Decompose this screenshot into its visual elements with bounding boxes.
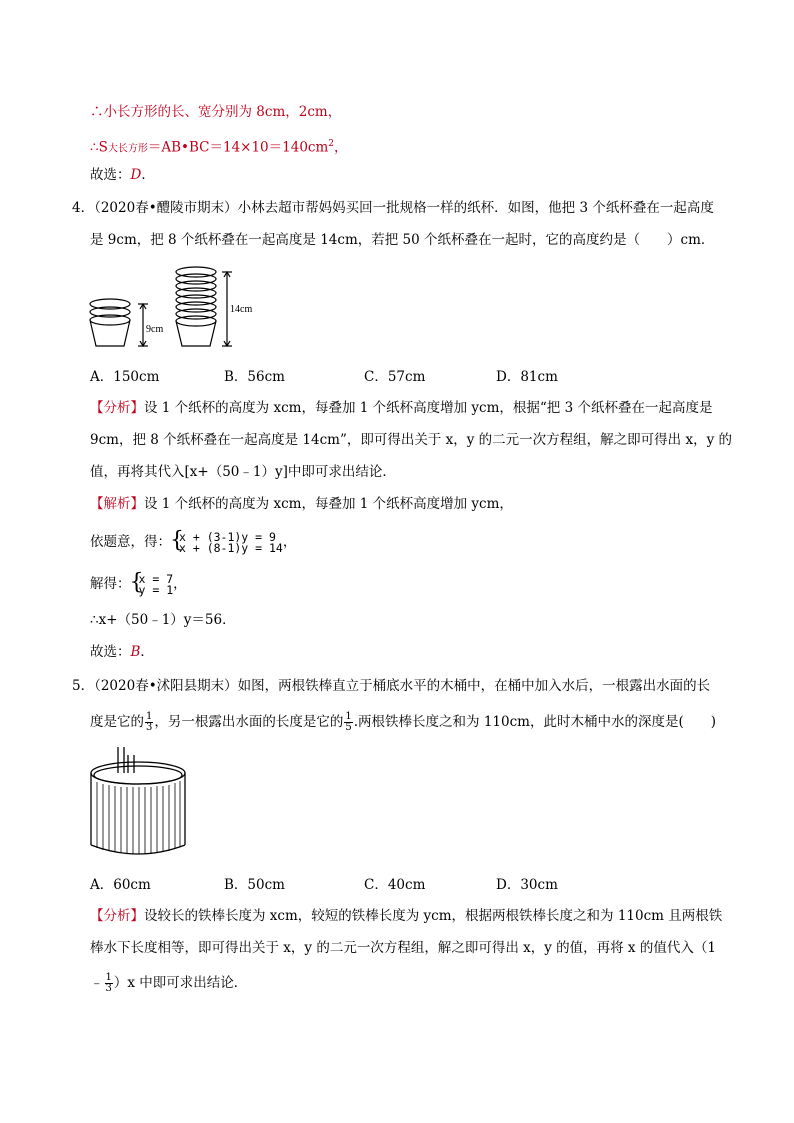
q5-stem-part-c: .两根铁棒长度之和为 110cm，此时木桶中水的深度是( ) xyxy=(353,714,716,730)
q5-stem-line1: 5．（2020春•沭阳县期末）如图，两根铁棒直立于桶底水平的木桶中，在桶中加入水后，一根露出水面的长 xyxy=(72,678,711,694)
q3-area-superscript: 2 xyxy=(328,139,335,149)
q5-choice-a: A．60cm xyxy=(90,877,151,893)
q4-choice-b: B．56cm xyxy=(224,369,285,385)
q3-area-end: ， xyxy=(334,139,348,156)
q4-solve-intro: 解得： xyxy=(90,576,131,592)
q3-area-line xyxy=(90,134,348,160)
q4-answer-label: 故选： xyxy=(90,644,131,660)
q4-equation-system xyxy=(90,530,296,554)
q3-answer-line xyxy=(90,165,155,185)
q3-answer-label: 故选： xyxy=(90,167,131,183)
q5-stem-line2 xyxy=(90,710,716,734)
q4-choice-d: D．81cm xyxy=(496,369,558,385)
q4-answer-value: B xyxy=(130,644,141,660)
q3-area-prefix: ∴S xyxy=(90,139,108,156)
q5-stem-part-b: ，另一根露出水面的长度是它的 xyxy=(154,714,344,730)
tall-stack-height-label: 14cm xyxy=(230,304,253,315)
q5-analysis-tag: 【分析】 xyxy=(90,908,144,924)
q3-area-formula: ＝AB•BC＝14×10＝140cm xyxy=(147,139,329,156)
q5-analysis-line2: 棒水下长度相等，即可得出关于 x，y 的二元一次方程组，解之即可得出 x，y 的值，再将 x 的值代入（1 xyxy=(90,940,716,956)
wooden-bucket-figure xyxy=(88,745,193,860)
q4-result-line: ∴x+（50﹣1）y＝56． xyxy=(90,612,236,628)
paper-cups-figure xyxy=(88,262,268,356)
q4-answer-line xyxy=(90,642,154,662)
q4-equation-intro: 依题意，得： xyxy=(90,534,171,550)
q4-analysis-tag: 【分析】 xyxy=(90,400,144,416)
q4-solution-x: { x = 7 xyxy=(138,571,174,586)
q5-fraction-analysis-one-third: $\frac{1}{3}$ xyxy=(105,972,112,994)
q4-equation-end: ， xyxy=(282,534,297,550)
q5-stem-part-a: 度是它的 xyxy=(90,714,144,730)
q4-analysis-text1: 设 1 个纸杯的高度为 xcm，每叠加 1 个纸杯高度增加 ycm，根据“把 3 个纸杯叠在一起高度是 xyxy=(144,400,713,416)
q4-solution-brace xyxy=(131,571,174,597)
q3-area-subscript: 大长方形 xyxy=(107,143,148,155)
q5-analysis-minus: ﹣ xyxy=(90,975,104,991)
q3-answer-end: ． xyxy=(141,167,155,183)
q5-analysis-line1 xyxy=(90,906,722,926)
q5-analysis-line3 xyxy=(90,970,247,996)
q5-choice-b: B．50cm xyxy=(224,877,285,893)
q5-choice-c: C．40cm xyxy=(364,877,426,893)
q5-fraction-one-fifth: $\frac{1}{5}$ xyxy=(345,711,352,733)
q5-analysis-text3: ）x 中即可求出结论． xyxy=(113,975,248,991)
q4-analysis-line1 xyxy=(90,398,712,418)
q4-stem-line2: 是 9cm，把 8 个纸杯叠在一起高度是 14cm，若把 50 个纸杯叠在一起时，它的高度约是（ ）cm． xyxy=(90,232,715,248)
q4-choice-a: A．150cm xyxy=(90,369,160,385)
q4-equation-2: x + (8-1)y = 14 xyxy=(179,540,283,555)
q5-analysis-text1: 设较长的铁棒长度为 xcm，较短的铁棒长度为 ycm，根据两根铁棒长度之和为 110cm 且两根铁 xyxy=(144,908,723,924)
q4-stem-line1: 4．（2020春•醴陵市期末）小林去超市帮妈妈买回一批规格一样的纸杯．如图，他把 3 个纸杯叠在一起高度 xyxy=(72,200,714,216)
q4-solution-line1 xyxy=(90,494,513,514)
q5-fraction-one-third: $\frac{1}{3}$ xyxy=(146,711,153,733)
q4-solution-text1: 设 1 个纸杯的高度为 xcm，每叠加 1 个纸杯高度增加 ycm， xyxy=(144,496,513,512)
q4-solution-system xyxy=(90,572,187,596)
q4-choice-c: C．57cm xyxy=(364,369,426,385)
q4-analysis-line3: 值，再将其代入[x+（50﹣1）y]中即可求出结论． xyxy=(90,464,396,480)
q4-solution-tag: 【解析】 xyxy=(90,496,144,512)
q4-answer-end: ． xyxy=(140,644,154,660)
q4-equation-1: { x + (3-1)y = 9 xyxy=(179,529,276,544)
q4-solution-y: y = 1 xyxy=(138,582,174,597)
q4-analysis-line2: 9cm，把 8 个纸杯叠在一起高度是 14cm”，即可得出关于 x，y 的二元一次方程组，解之即可得出 x，y 的 xyxy=(90,432,733,448)
q3-answer-value: D xyxy=(130,167,142,183)
q4-solution-end: ， xyxy=(173,576,187,592)
q4-equation-brace xyxy=(171,529,283,555)
q5-choice-d: D．30cm xyxy=(496,877,558,893)
q3-dimensions-line: ∴小长方形的长、宽分别为 8cm，2cm， xyxy=(90,104,342,120)
short-stack-height-label: 9cm xyxy=(146,324,164,335)
